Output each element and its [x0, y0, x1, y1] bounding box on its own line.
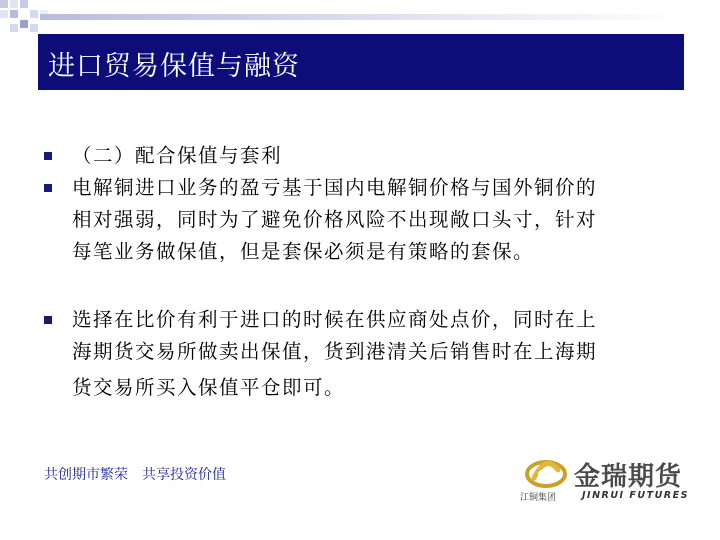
bullet-square-icon: [44, 316, 52, 324]
bullet-text: （二）配合保值与套利: [72, 144, 283, 167]
bullet-text: 每笔业务做保值，但是套保必须是有策略的套保。: [72, 240, 535, 263]
bullet-text: 电解铜进口业务的盈亏基于国内电解铜价格与国外铜价的: [72, 176, 598, 199]
jinrui-logo-icon: [524, 452, 568, 490]
bullet-text: 选择在比价有利于进口的时候在供应商处点价，同时在上: [72, 308, 598, 331]
bullet-text: 货交易所买入保值平仓即可。: [72, 376, 346, 399]
logo-subtitle-en: JINRUI FUTURES: [582, 490, 689, 501]
title-bar: [38, 34, 684, 90]
page-title: 进口贸易保值与融资: [48, 51, 300, 82]
bullet-item: [40, 140, 680, 172]
logo-name: 金瑞期货: [574, 462, 683, 492]
logo-subtitle-cn: 江铜集团: [520, 493, 557, 503]
footer-slogan: 共创期市繁荣 共享投资价值: [44, 467, 226, 483]
company-logo: [520, 452, 690, 508]
bullet-square-icon: [44, 152, 52, 160]
bullet-square-icon: [44, 184, 52, 192]
bullet-item: [40, 304, 680, 404]
bullet-list: [40, 140, 680, 404]
bullet-text: 相对强弱，同时为了避免价格风险不出现敞口头寸，针对: [72, 208, 598, 231]
header-line: [40, 14, 684, 20]
bullet-text: 海期货交易所做卖出保值，货到港清关后销售时在上海期: [72, 340, 598, 363]
bullet-item: [40, 172, 680, 268]
